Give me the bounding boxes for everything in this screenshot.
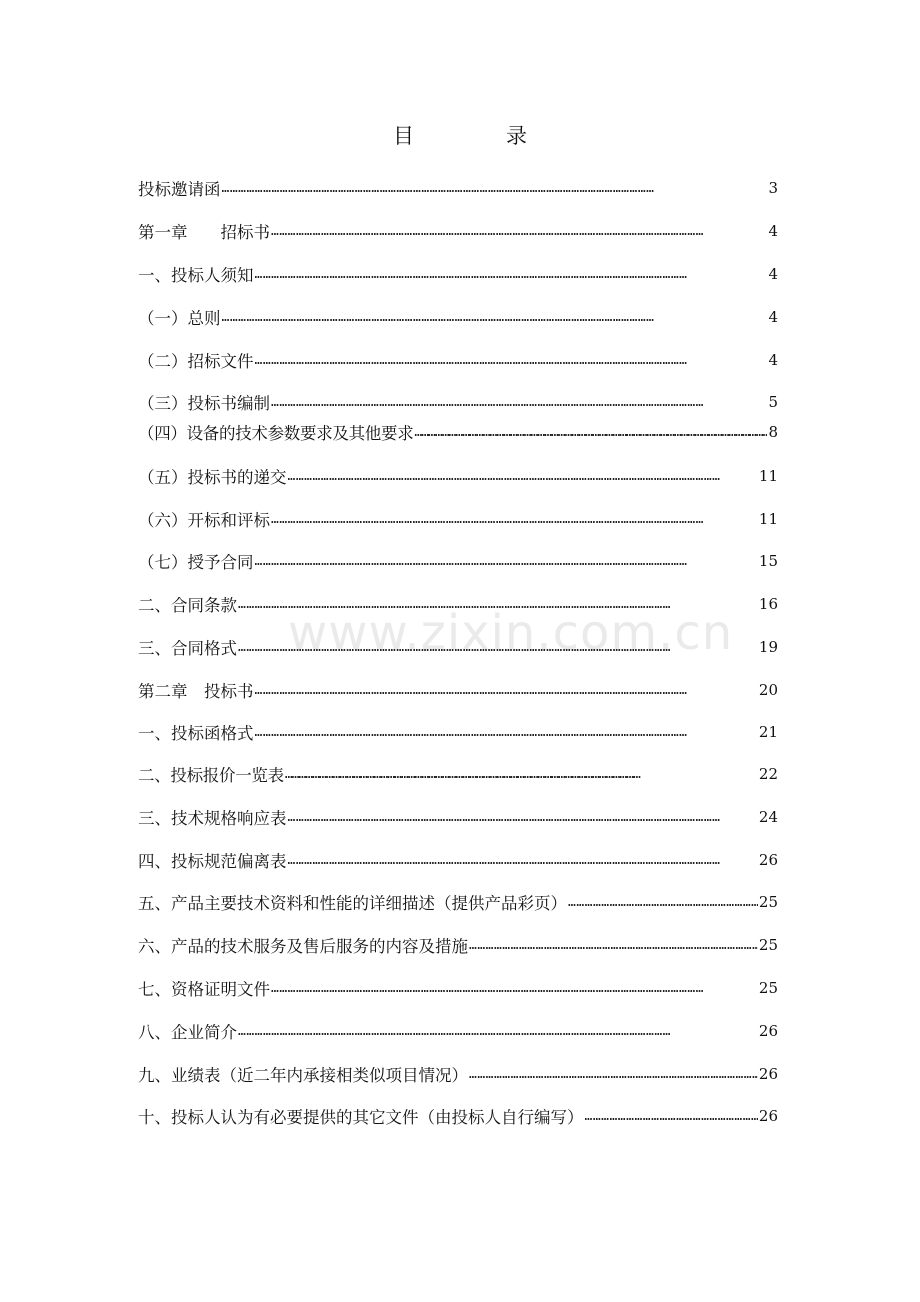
toc-entry-label: 投标邀请函 xyxy=(138,180,221,199)
toc-entry[interactable] xyxy=(138,418,778,446)
toc-leader-dots xyxy=(255,554,758,569)
toc-leader-dots xyxy=(255,683,758,698)
toc-entry-page: 5 xyxy=(768,393,778,411)
toc-entry-page: 24 xyxy=(758,808,778,826)
toc-entry-label: （三）投标书编制 xyxy=(138,394,270,413)
toc-leader-dots xyxy=(288,469,758,484)
toc-entry-label: （六）开标和评标 xyxy=(138,511,270,530)
toc-entry[interactable] xyxy=(138,1102,778,1130)
toc-leader-dots xyxy=(238,1024,758,1039)
toc-leader-dots xyxy=(255,725,758,740)
toc-entry-page: 15 xyxy=(758,552,778,570)
toc-entry-page: 4 xyxy=(768,222,778,240)
toc-entry[interactable] xyxy=(138,1060,778,1088)
toc-entry-page: 26 xyxy=(758,851,778,869)
toc-entry[interactable] xyxy=(138,547,778,575)
toc-leader-dots xyxy=(568,895,758,910)
toc-entry-label: 三、技术规格响应表 xyxy=(138,809,287,828)
toc-leader-dots xyxy=(285,767,758,782)
toc-entry-label: （二）招标文件 xyxy=(138,352,254,371)
toc-entry[interactable] xyxy=(138,931,778,959)
toc-entry[interactable] xyxy=(138,260,778,288)
toc-entry-label: （四）设备的技术参数要求及其他要求 xyxy=(138,424,414,443)
toc-entry[interactable] xyxy=(138,505,778,533)
toc-entry-label: （一）总则 xyxy=(138,309,221,328)
toc-entry[interactable] xyxy=(138,676,778,704)
toc-entry[interactable] xyxy=(138,346,778,374)
toc-entry-label: 六、产品的技术服务及售后服务的内容及措施 xyxy=(138,937,468,956)
toc-entry-page: 11 xyxy=(758,467,778,485)
toc-entry[interactable] xyxy=(138,718,778,746)
toc-entry[interactable] xyxy=(138,633,778,661)
toc-entry-page: 25 xyxy=(758,936,778,954)
toc-entry-page: 26 xyxy=(758,1022,778,1040)
toc-entry-page: 22 xyxy=(758,765,778,783)
toc-entry-page: 16 xyxy=(758,595,778,613)
toc-entry[interactable] xyxy=(138,462,778,490)
toc-leader-dots xyxy=(469,938,758,953)
toc-entry[interactable] xyxy=(138,174,778,202)
toc-leader-dots xyxy=(271,512,758,527)
toc-entry-label: 一、投标人须知 xyxy=(138,266,254,285)
toc-entry-page: 4 xyxy=(768,351,778,369)
toc-entry-label: （五）投标书的递交 xyxy=(138,468,287,487)
toc-entry-page: 25 xyxy=(758,893,778,911)
toc-entry-page: 11 xyxy=(758,510,778,528)
toc-title xyxy=(0,120,920,150)
toc-entry-label: 七、资格证明文件 xyxy=(138,980,270,999)
toc-entry[interactable] xyxy=(138,303,778,331)
toc-leader-dots xyxy=(238,597,758,612)
toc-leader-dots xyxy=(585,1109,758,1124)
toc-leader-dots xyxy=(255,267,768,282)
toc-entry-label: 二、合同条款 xyxy=(138,596,237,615)
toc-entry-label: 二、投标报价一览表 xyxy=(138,766,284,785)
toc-leader-dots xyxy=(222,310,768,325)
toc-leader-dots xyxy=(271,981,758,996)
toc-entry-page: 21 xyxy=(758,723,778,741)
toc-entry-label: 十、投标人认为有必要提供的其它文件（由投标人自行编写） xyxy=(138,1108,584,1127)
toc-entry-label: 九、业绩表（近二年内承接相类似项目情况） xyxy=(138,1066,468,1085)
toc-entry[interactable] xyxy=(138,760,778,788)
toc-entry-page: 8 xyxy=(768,423,778,441)
toc-entry-page: 20 xyxy=(758,681,778,699)
toc-entry[interactable] xyxy=(138,388,778,416)
toc-leader-dots xyxy=(271,395,767,410)
toc-title-right: 录 xyxy=(506,124,527,148)
toc-leader-dots xyxy=(255,353,768,368)
toc-entry-page: 4 xyxy=(768,265,778,283)
toc-entry-label: 三、合同格式 xyxy=(138,639,237,658)
toc-entry[interactable] xyxy=(138,590,778,618)
toc-leader-dots xyxy=(288,853,758,868)
toc-entry[interactable] xyxy=(138,217,778,245)
toc-entry-label: 第二章 投标书 xyxy=(138,682,254,701)
toc-entry-label: 第一章 招标书 xyxy=(138,223,270,242)
toc-entry-page: 19 xyxy=(758,638,778,656)
toc-leader-dots xyxy=(288,810,758,825)
toc-entry-page: 26 xyxy=(758,1107,778,1125)
toc-leader-dots xyxy=(238,640,758,655)
toc-entry[interactable] xyxy=(138,803,778,831)
toc-entry-page: 25 xyxy=(758,979,778,997)
toc-entry-label: 一、投标函格式 xyxy=(138,724,254,743)
toc-entry[interactable] xyxy=(138,974,778,1002)
toc-entry[interactable] xyxy=(138,1017,778,1045)
toc-entry-label: （七）授予合同 xyxy=(138,553,254,572)
toc-entry-page: 4 xyxy=(768,308,778,326)
watermark: www.zixin.com.cn xyxy=(288,605,734,661)
toc-entry-page: 3 xyxy=(768,179,778,197)
toc-leader-dots xyxy=(469,1067,758,1082)
toc-leader-dots xyxy=(271,224,767,239)
toc-entry[interactable] xyxy=(138,888,778,916)
toc-leader-dots xyxy=(222,181,768,196)
toc-entry-label: 八、企业简介 xyxy=(138,1023,237,1042)
toc-title-left: 目 xyxy=(393,124,414,148)
toc-entry-label: 五、产品主要技术资料和性能的详细描述（提供产品彩页） xyxy=(138,894,567,913)
toc-entry-label: 四、投标规范偏离表 xyxy=(138,852,287,871)
toc-leader-dots xyxy=(414,425,767,440)
toc-entry[interactable] xyxy=(138,846,778,874)
toc-entry-page: 26 xyxy=(758,1065,778,1083)
